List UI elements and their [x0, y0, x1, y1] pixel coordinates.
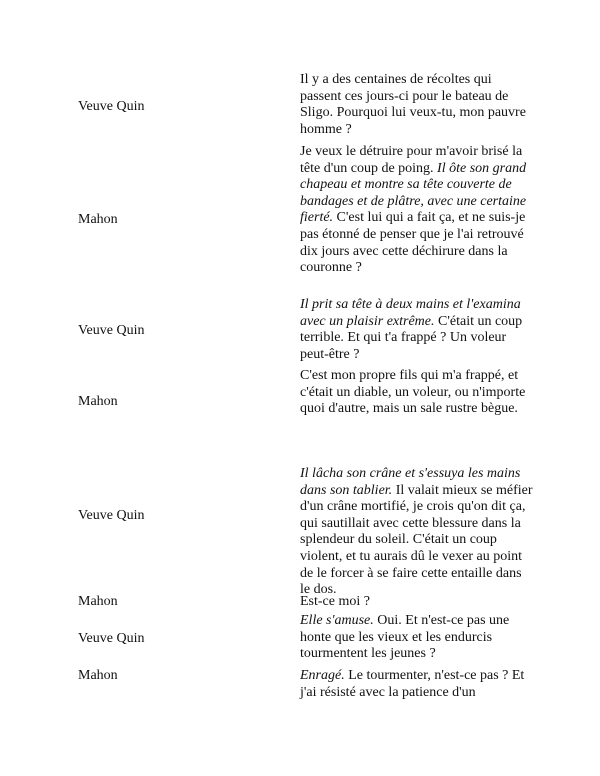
dialogue-text: Est-ce moi ? [300, 594, 370, 609]
dialogue-text: Oui. Et n'est-ce pas une honte que les vieux et les endurcis tourmentent les jeunes ? [300, 613, 510, 662]
stage-direction: Il lâcha son crâne et s'essuya les mains dans son tablier. [300, 466, 521, 498]
speech-text [300, 668, 535, 701]
dialogue-row [0, 72, 600, 144]
speech-text [300, 466, 535, 599]
dialogue-text: C'est mon propre fils qui m'a frappé, et c'était un diable, un voleur, ou n'importe quoi d'autre, mais un sale rustre bègue. [300, 368, 526, 417]
speaker-name: Mahon [78, 212, 118, 227]
dialogue-row [0, 466, 600, 598]
dialogue-text: C'est lui qui a fait ça, et ne suis-je pas étonné de penser que je l'ai retrouvé dix jours avec cette déchirure dans la couronne ? [300, 210, 526, 276]
dialogue-row [0, 594, 600, 612]
dialogue-row [0, 297, 600, 365]
speaker-name: Mahon [78, 594, 118, 609]
speech-text [300, 144, 535, 277]
dialogue-row [0, 368, 600, 436]
speaker-name: Veuve Quin [78, 508, 145, 523]
dialogue-text: C'était un coup terrible. Et qui t'a frappé ? Un voleur peut-être ? [300, 313, 523, 362]
speaker-name: Mahon [78, 668, 118, 683]
dialogue-text: Il y a des centaines de récoltes qui passent ces jours-ci pour le bateau de Sligo. Pourquoi lui veux-tu, mon pauvre homme ? [300, 72, 526, 137]
dialogue-text: Le tourmenter, n'est-ce pas ? Et j'ai résisté avec la patience d'un [300, 668, 525, 700]
dialogue-row [0, 144, 600, 296]
dialogue-row [0, 668, 600, 704]
speech-text [300, 72, 535, 138]
stage-direction: Elle s'amuse. [300, 613, 374, 628]
speech-text [300, 368, 535, 418]
speech-text [300, 613, 535, 663]
speaker-name: Veuve Quin [78, 631, 145, 646]
speaker-name: Veuve Quin [78, 99, 145, 114]
speaker-name: Mahon [78, 394, 118, 409]
dialogue-text: Je veux le détruire pour m'avoir brisé la tête d'un coup de poing. [300, 144, 523, 176]
stage-direction: Il ôte son grand chapeau et montre sa tête couverte de bandages et de plâtre, avec une certaine fierté. [300, 160, 527, 226]
dialogue-text: Il valait mieux se méfier d'un crâne mortifié, je crois qu'on dit ça, qui sautillait avec cette blessure dans la splendeur du soleil. C'était un coup violent, et tu aurais dû le vexer au point de le forcer à se faire cette entaille dans le dos. [300, 482, 533, 598]
stage-direction: Enragé. [300, 668, 345, 683]
stage-direction: Il prit sa tête à deux mains et l'examina avec un plaisir extrême. [300, 297, 521, 329]
dialogue-row [0, 613, 600, 665]
speech-text [300, 297, 535, 363]
speaker-name: Veuve Quin [78, 323, 145, 338]
speech-text [300, 594, 535, 611]
